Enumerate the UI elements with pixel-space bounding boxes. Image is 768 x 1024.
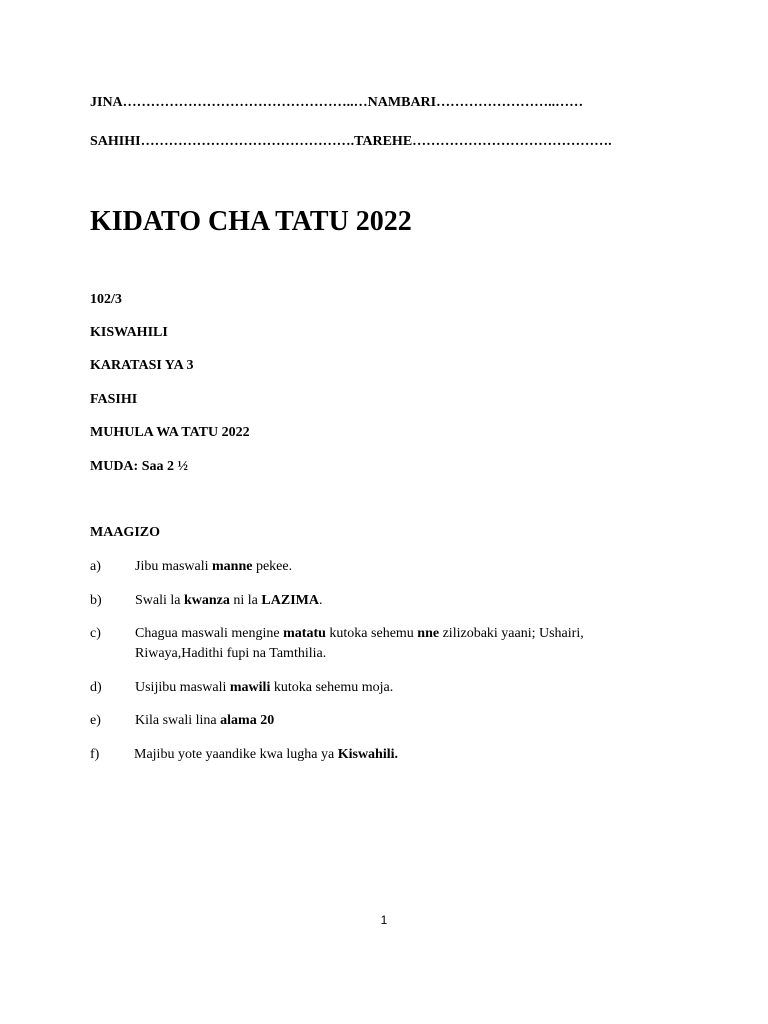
name-number-line: JINA…………………………………………..…NAMBARI……………………..…… xyxy=(90,95,584,110)
paper-topic: FASIHI xyxy=(90,392,138,407)
exam-term: MUHULA WA TATU 2022 xyxy=(90,425,250,440)
instruction-text xyxy=(135,678,655,698)
instruction-fragment: kutoka sehemu moja. xyxy=(270,680,394,695)
instruction-text xyxy=(135,711,655,731)
paper-code: 102/3 xyxy=(90,292,122,307)
instruction-letter: b) xyxy=(90,593,102,608)
instruction-text xyxy=(134,745,654,765)
instruction-letter: f) xyxy=(90,747,100,762)
instruction-fragment: kutoka sehemu xyxy=(325,626,418,641)
instruction-text xyxy=(135,624,655,664)
page-number: 1 xyxy=(380,913,388,927)
instruction-fragment: Swali la xyxy=(135,593,184,608)
instruction-emphasis: manne xyxy=(212,559,253,574)
instruction-fragment: Jibu maswali xyxy=(135,559,212,574)
instruction-emphasis: nne xyxy=(417,626,440,641)
instruction-letter: e) xyxy=(90,713,101,728)
instruction-text xyxy=(135,557,655,577)
instruction-emphasis: Kiswahili. xyxy=(337,747,399,762)
instruction-fragment: ni la xyxy=(229,593,262,608)
instruction-fragment: Usijibu maswali xyxy=(135,680,230,695)
exam-title: KIDATO CHA TATU 2022 xyxy=(90,206,412,237)
instruction-fragment: zilizobaki yaani; Ushairi, Riwaya,Hadithi fupi na Tamthilia. xyxy=(135,626,584,661)
instruction-emphasis: matatu xyxy=(283,626,326,641)
instruction-fragment: Chagua maswali mengine xyxy=(135,626,284,641)
instruction-fragment: . xyxy=(318,593,323,608)
instruction-fragment: Majibu yote yaandike kwa lugha ya xyxy=(134,747,338,762)
instruction-emphasis: mawili xyxy=(229,680,271,695)
instruction-fragment: Kila swali lina xyxy=(135,713,221,728)
exam-duration: MUDA: Saa 2 ½ xyxy=(90,459,188,474)
instruction-emphasis: alama 20 xyxy=(220,713,275,728)
paper-number: KARATASI YA 3 xyxy=(90,358,194,373)
instruction-emphasis: LAZIMA xyxy=(261,593,319,608)
instruction-letter: c) xyxy=(90,626,101,641)
instruction-text xyxy=(135,591,655,611)
instruction-letter: d) xyxy=(90,680,102,695)
instruction-letter: a) xyxy=(90,559,101,574)
subject-name: KISWAHILI xyxy=(90,325,168,340)
instruction-fragment: pekee. xyxy=(252,559,293,574)
instructions-heading: MAAGIZO xyxy=(90,525,160,540)
signature-date-line: SAHIHI……………………………………….TAREHE……………………………………. xyxy=(90,134,612,149)
instruction-emphasis: kwanza xyxy=(184,593,230,608)
